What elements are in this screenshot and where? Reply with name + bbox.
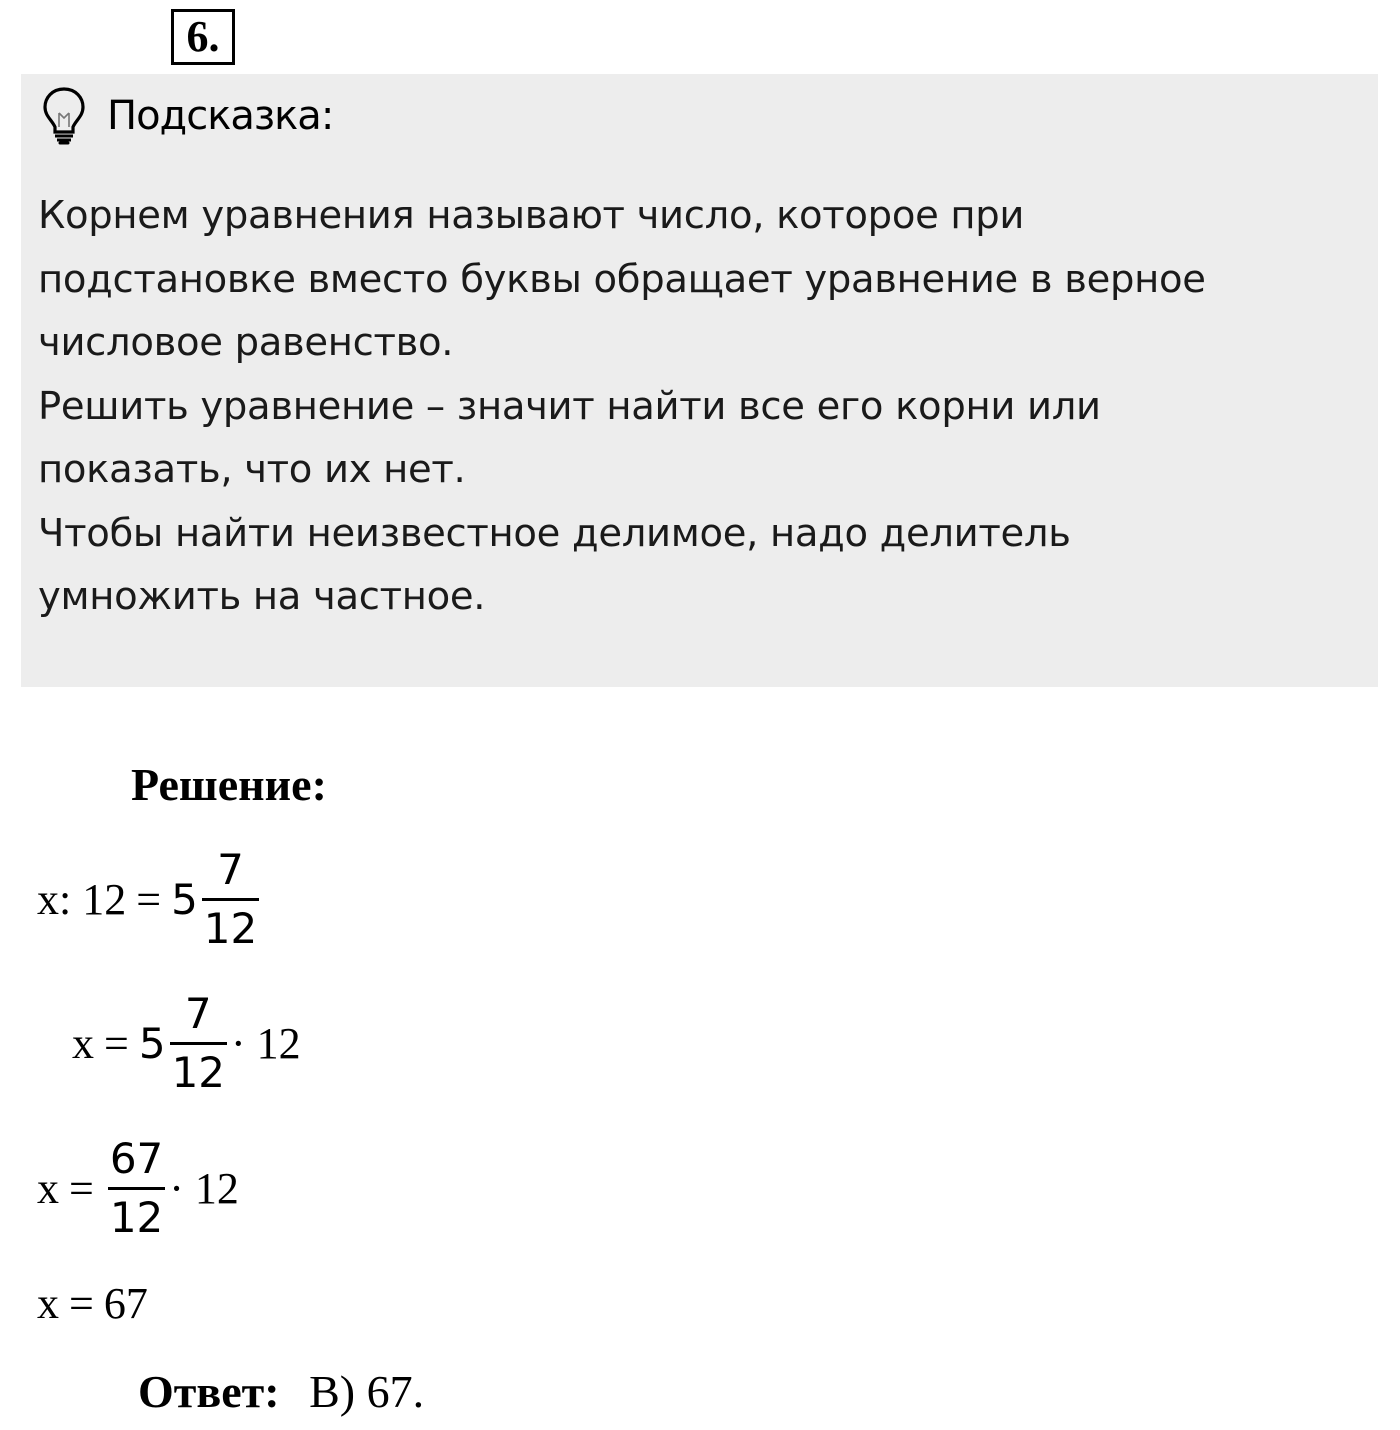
equals-sign: = xyxy=(69,1279,94,1328)
denominator: 12 xyxy=(170,1042,227,1101)
fraction xyxy=(108,1131,165,1246)
lightbulb-icon xyxy=(41,85,87,147)
step-lhs: x xyxy=(37,1164,59,1213)
solution-step-4 xyxy=(37,1278,148,1329)
denominator: 12 xyxy=(108,1187,165,1246)
step-lhs: x: 12 xyxy=(37,875,127,924)
task-number: 6. xyxy=(171,9,235,65)
equals-sign: = xyxy=(69,1164,94,1213)
numerator: 7 xyxy=(217,845,244,894)
equals-sign: = xyxy=(104,1019,129,1068)
hint-line: Чтобы найти неизвестное делимое, надо делитель xyxy=(38,510,1071,556)
solution-title: Решение: xyxy=(131,759,327,810)
step-tail: · 12 xyxy=(169,1164,239,1213)
hint-line: умножить на частное. xyxy=(38,574,486,619)
hint-text xyxy=(38,184,1358,629)
hint-line: Решить уравнение – значит найти все его корни или xyxy=(38,383,1101,429)
hint-box xyxy=(21,74,1378,687)
hint-line: числовое равенство. xyxy=(38,320,454,365)
hint-title: Подсказка: xyxy=(107,93,334,139)
denominator: 12 xyxy=(202,898,259,957)
step-tail: · 12 xyxy=(231,1019,301,1068)
solution-step-3 xyxy=(37,1131,239,1246)
numerator: 7 xyxy=(184,989,212,1038)
step-lhs: x xyxy=(72,1019,94,1068)
numerator: 67 xyxy=(109,1134,164,1183)
solution-step-2 xyxy=(72,986,301,1101)
fraction xyxy=(170,986,227,1101)
answer-label: Ответ: xyxy=(138,1366,280,1417)
whole-part: 5 xyxy=(171,875,198,924)
hint-header xyxy=(41,86,333,146)
solution-step-1 xyxy=(37,842,263,957)
answer xyxy=(138,1365,424,1418)
fraction xyxy=(202,842,259,957)
step-lhs: x xyxy=(37,1279,59,1328)
answer-value: В) 67. xyxy=(309,1366,425,1417)
step-value: 67 xyxy=(103,1279,148,1328)
hint-line: показать, что их нет. xyxy=(38,447,466,492)
hint-line: Корнем уравнения называют число, которое при xyxy=(38,193,1025,238)
equals-sign: = xyxy=(136,875,162,924)
whole-part: 5 xyxy=(138,1019,166,1068)
hint-line: подстановке вместо буквы обращает уравнение в верное xyxy=(38,256,1206,302)
